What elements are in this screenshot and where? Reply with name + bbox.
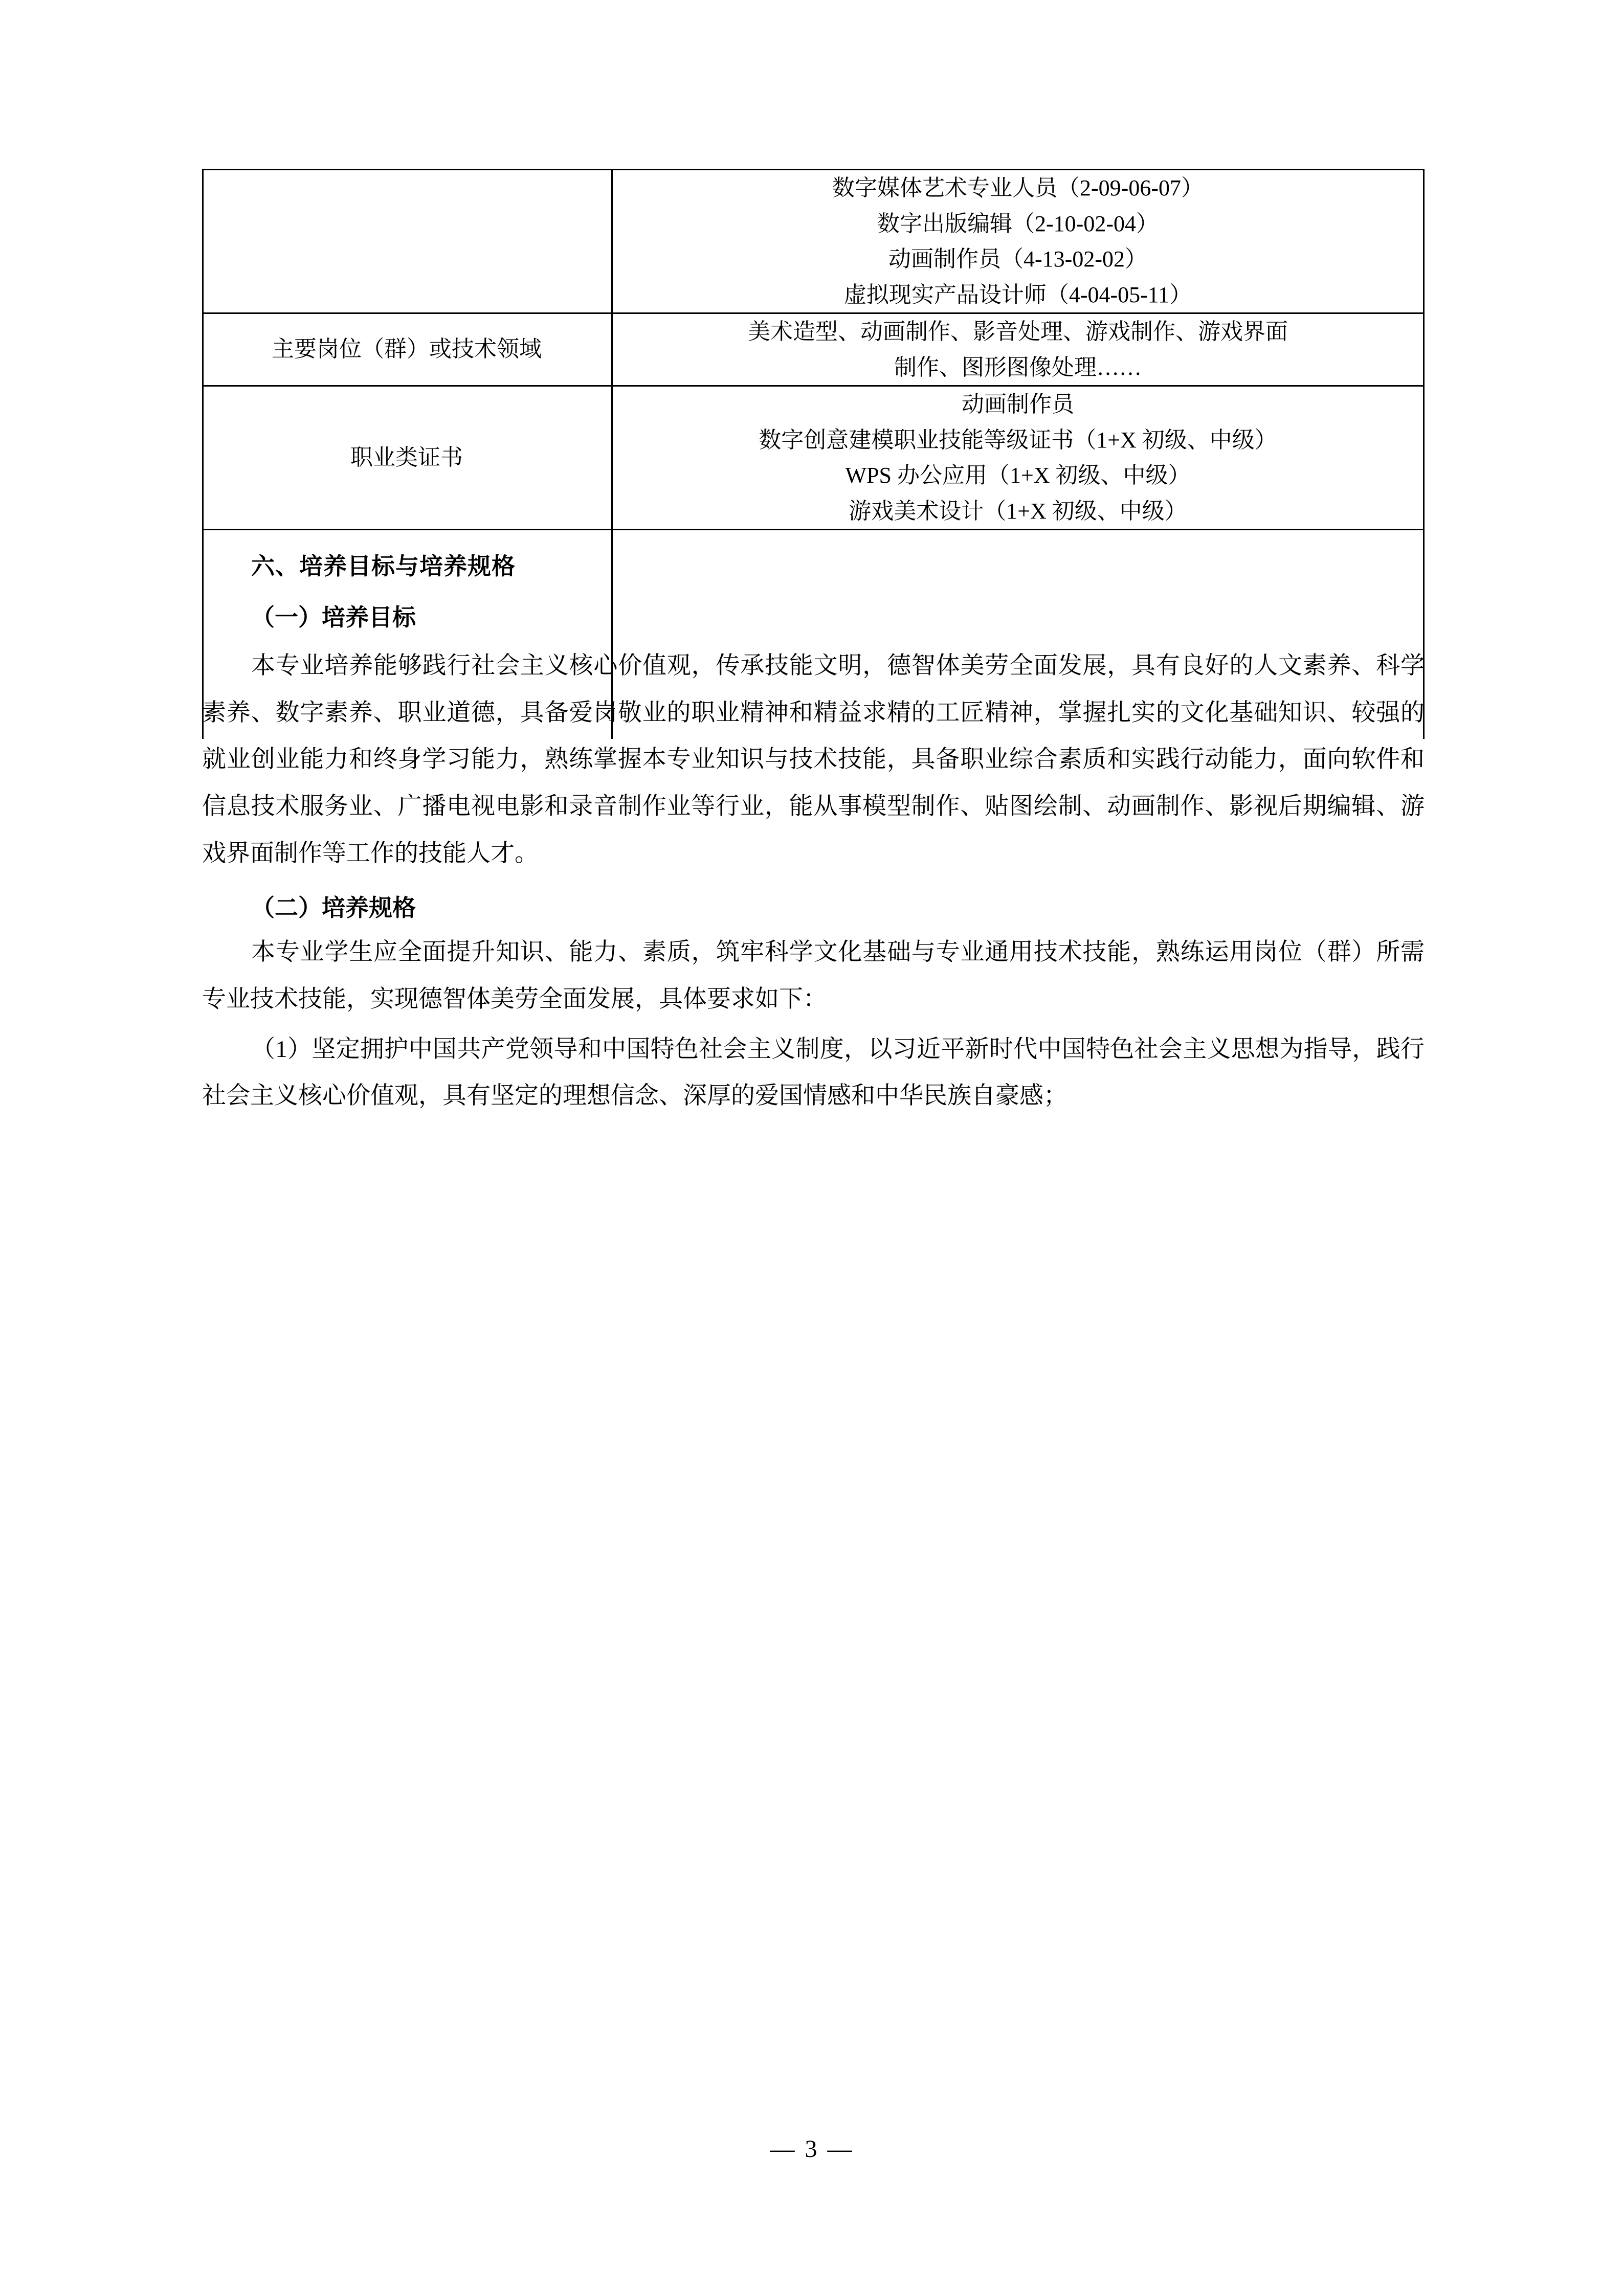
table-column-divider [611, 169, 613, 739]
subsection-heading-training-specifications: （二）培养规格 [251, 894, 416, 921]
value-line: 动画制作员 [962, 392, 1074, 417]
value-line: 虚拟现实产品设计师（4-04-05-11） [843, 282, 1192, 307]
value-line: 动画制作员（4-13-02-02） [888, 246, 1147, 272]
value-line: 美术造型、动画制作、影音处理、游戏制作、游戏界面 [748, 319, 1288, 345]
table-row [202, 170, 1425, 313]
value-line: 数字媒体艺术专业人员（2-09-06-07） [832, 175, 1204, 200]
paragraph-specifications-item-1: （1）坚定拥护中国共产党领导和中国特色社会主义制度，以习近平新时代中国特色社会主义思想为指导，践行社会主义核心价值观，具有坚定的理想信念、深厚的爱国情感和中华民族自豪感； [202, 1036, 1425, 1110]
table-row [202, 386, 1425, 530]
table-cell-label: 职业类证书 [350, 445, 463, 470]
page-number: — 3 — [770, 2135, 854, 2163]
table-cell-label [202, 170, 611, 313]
page-title: 六、培养目标与培养规格 [251, 553, 516, 580]
table-column-divider [1423, 169, 1425, 739]
value-line: 游戏美术设计（1+X 初级、中级） [849, 498, 1187, 524]
table-cell-value [611, 170, 1425, 313]
value-line: 数字出版编辑（2-10-02-04） [877, 211, 1159, 236]
table-cell-label: 主要岗位（群）或技术领域 [272, 336, 542, 362]
value-line: 数字创意建模职业技能等级证书（1+X 初级、中级） [759, 427, 1277, 453]
occupation-info-table-wrapper [202, 169, 1425, 530]
subsection-heading-training-objectives: （一）培养目标 [251, 604, 416, 631]
table-row [202, 313, 1425, 386]
value-line: WPS 办公应用（1+X 初级、中级） [845, 463, 1191, 488]
paragraph-training-objectives: 本专业培养能够践行社会主义核心价值观，传承技能文明，德智体美劳全面发展，具有良好的人文素养、科学素养、数字素养、职业道德，具备爱岗敬业的职业精神和精益求精的工匠精神，掌握扎实的文化基础知识、较强的就业创业能力和终身学习能力，熟练掌握本专业知识与技术技能，具备职业综合素质和实践行动能力，面向软件和信息技术服务业、广播电视电影和录音制作业等行业，能从事模型制作、贴图绘制、动画制作、影视后期编辑、游戏界面制作等工作的技能人才。 [202, 652, 1425, 867]
occupation-info-table [202, 169, 1425, 530]
table-cell-value [611, 313, 1425, 386]
page-content [202, 169, 1425, 1120]
table-cell-value [611, 386, 1425, 530]
paragraph-specifications-intro: 本专业学生应全面提升知识、能力、素质，筑牢科学文化基础与专业通用技术技能，熟练运用岗位（群）所需专业技术技能，实现德智体美劳全面发展，具体要求如下： [202, 939, 1425, 1012]
table-column-divider [202, 169, 204, 739]
value-line: 制作、图形图像处理…… [894, 354, 1142, 380]
